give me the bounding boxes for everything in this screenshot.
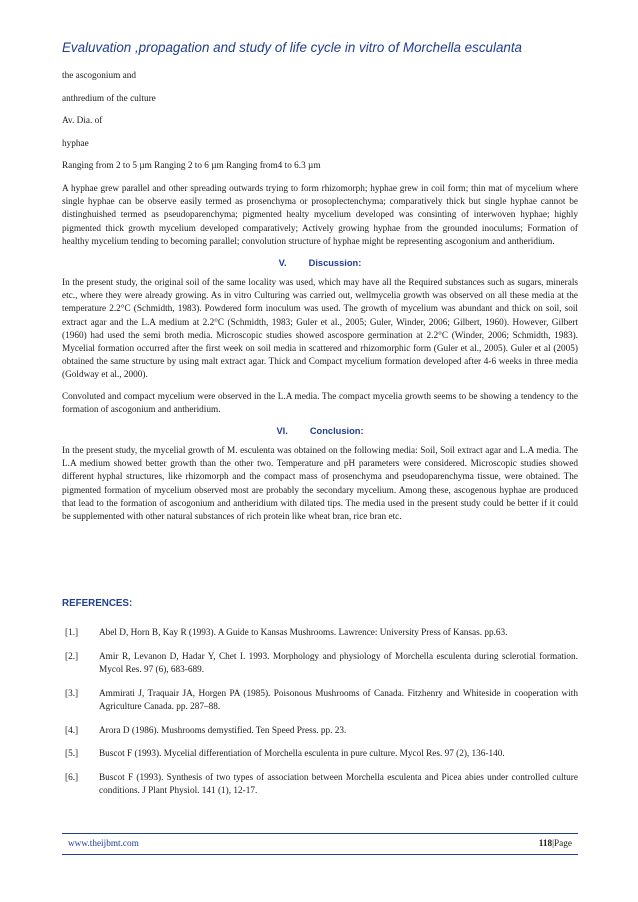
page-footer — [62, 833, 578, 855]
conclusion-paragraph: In the present study, the mycelial growth of M. esculenta was obtained on the following media: Soil, Soil extract agar and L.A media. The L.A medium showed better growth than the other two. Temperature and pH parameters were considered. Microscopic studies showed different hyphal structures, like rhizomorph and the compact mass of prosenchyma and pseudoparenchyma tissue, were obtained. The pigmented formation of mycelium observed most are probably the secondary mycelium. Among these, ascogenous hyphae are produced that lead to the formation of ascogonium and antheridium with dilated tips. The media used in the present study could be better if it could be supplemented with other natural substances of rich protein like wheat bran, rice bran etc. — [62, 446, 578, 523]
references-list — [62, 627, 578, 809]
running-title: Evaluvation ,propagation and study of life cycle in vitro of Morchella esculanta — [62, 40, 523, 55]
table-residue-line: hyphae — [62, 138, 89, 149]
table-residue-line: the ascogonium and — [62, 71, 136, 81]
reference-text: Amir R, Levanon D, Hadar Y, Chet I. 1993. Morphology and physiology of Morchella esculenta during sclerotial formation. Mycol Res. 97 (6), 683-689. — [99, 651, 578, 675]
reference-item — [62, 772, 578, 798]
page-number-value: 118 — [538, 839, 553, 849]
reference-number: [1.] — [65, 628, 79, 638]
discussion-paragraph: Convoluted and compact mycelium were observed in the L.A media. The compact mycelia growth seems to be showing a tendency to the formation of ascogonium and antheridium. — [62, 391, 578, 415]
reference-number: [2.] — [65, 651, 79, 662]
reference-item — [62, 725, 578, 738]
section-number: V. — [278, 257, 287, 268]
reference-text: Buscot F (1993). Mycelial differentiation of Morchella esculenta in pure culture. Mycol Res. 97 (2), 136-140. — [99, 749, 505, 760]
page-number — [539, 834, 572, 854]
reference-number: [4.] — [65, 725, 79, 736]
section-title: Discussion: — [308, 257, 362, 268]
reference-item — [62, 627, 578, 640]
reference-number: [6.] — [65, 772, 79, 783]
discussion-heading — [62, 257, 578, 269]
hyphae-description-paragraph: A hyphae grew parallel and other spreading outwards trying to form rhizomorph; hyphae grew in coil form; thin mat of mycelium where single hyphae can be observe easily termed as prosenchyma or prosoplectenchyma; comparatively thick but single hyphae cannot be distinghuished termed as pseudoparenchyma; pigmented healty mycelium developed was consinting of interwoven hyphae; highly pigmented thick growth mycelium developed comparatively; Actively growing hyphae from the grounded inoculums; Formation of healthy mycelium tending to becoming parallel; convolution structure of hyphae might be representing ascogonium and antheridium. — [62, 183, 578, 247]
reference-number: [5.] — [65, 749, 79, 760]
references-heading: REFERENCES: — [62, 598, 133, 609]
page-suffix: |Page — [552, 839, 572, 849]
reference-item — [62, 748, 578, 761]
table-residue-line: anthredium of the culture — [62, 93, 156, 104]
discussion-paragraph: In the present study, the original soil of the same locality was used, which may have all the Required substances such as sugars, minerals etc., where they were already growing. As in vitro Culturing was carried out, wellmycelia growth was observed on all these media at the temperature 2.2°C (Schmidth, 1983). Powdered form inoculum was used. The growth of mycelium was abundant and thick on soil, soil extract agar and the L.A medium at 2.2°C (Schmidth, 1983; Guler et al., 2005; Guler, Winder, 2006; Gilbert, 1960). However, Gilbert (1960) had used the semi broth media. Microscopic studies showed ascospore germination at 2.2°C (Winder, 2006; Schmidth, 1983). Mycelial formation occurred after the first week on soil media in scattered and rhizomorphic form (Guler et al., 2005). Guler et al (2005) obtained the same structure by using malt extract agar. Thick and Compact mycelium formation developed after 4-6 weeks in three media (Goldway et al., 2000). — [62, 277, 578, 381]
reference-text: Arora D (1986). Mushrooms demystified. Ten Speed Press. pp. 23. — [99, 725, 347, 736]
reference-text: Buscot F (1993). Synthesis of two types of association between Morchella esculenta and Picea abies under controlled culture conditions. J Plant Physiol. 141 (1), 12-17. — [99, 772, 578, 797]
section-title: Conclusion: — [309, 426, 364, 437]
body-text — [62, 70, 578, 532]
reference-number: [3.] — [65, 688, 79, 699]
reference-text: Abel D, Horn B, Kay R (1993). A Guide to Kansas Mushrooms. Lawrence: University Press of Kansas. pp.63. — [99, 628, 508, 638]
journal-url-link[interactable]: www.theijbmt.com — [68, 839, 139, 849]
measurement-ranges-line: Ranging from 2 to 5 µm Ranging 2 to 6 µm Ranging from4 to 6.3 µm — [62, 161, 321, 172]
reference-item — [62, 688, 578, 714]
section-number: VI. — [276, 426, 288, 437]
reference-text: Ammirati J, Traquair JA, Horgen PA (1985). Poisonous Mushrooms of Canada. Fitzhenry and Whiteside in cooperation with Agriculture Canada. pp. 287–88. — [99, 688, 578, 712]
table-residue-line: Av. Dia. of — [62, 116, 103, 127]
conclusion-heading — [62, 425, 578, 437]
reference-item — [62, 651, 578, 677]
